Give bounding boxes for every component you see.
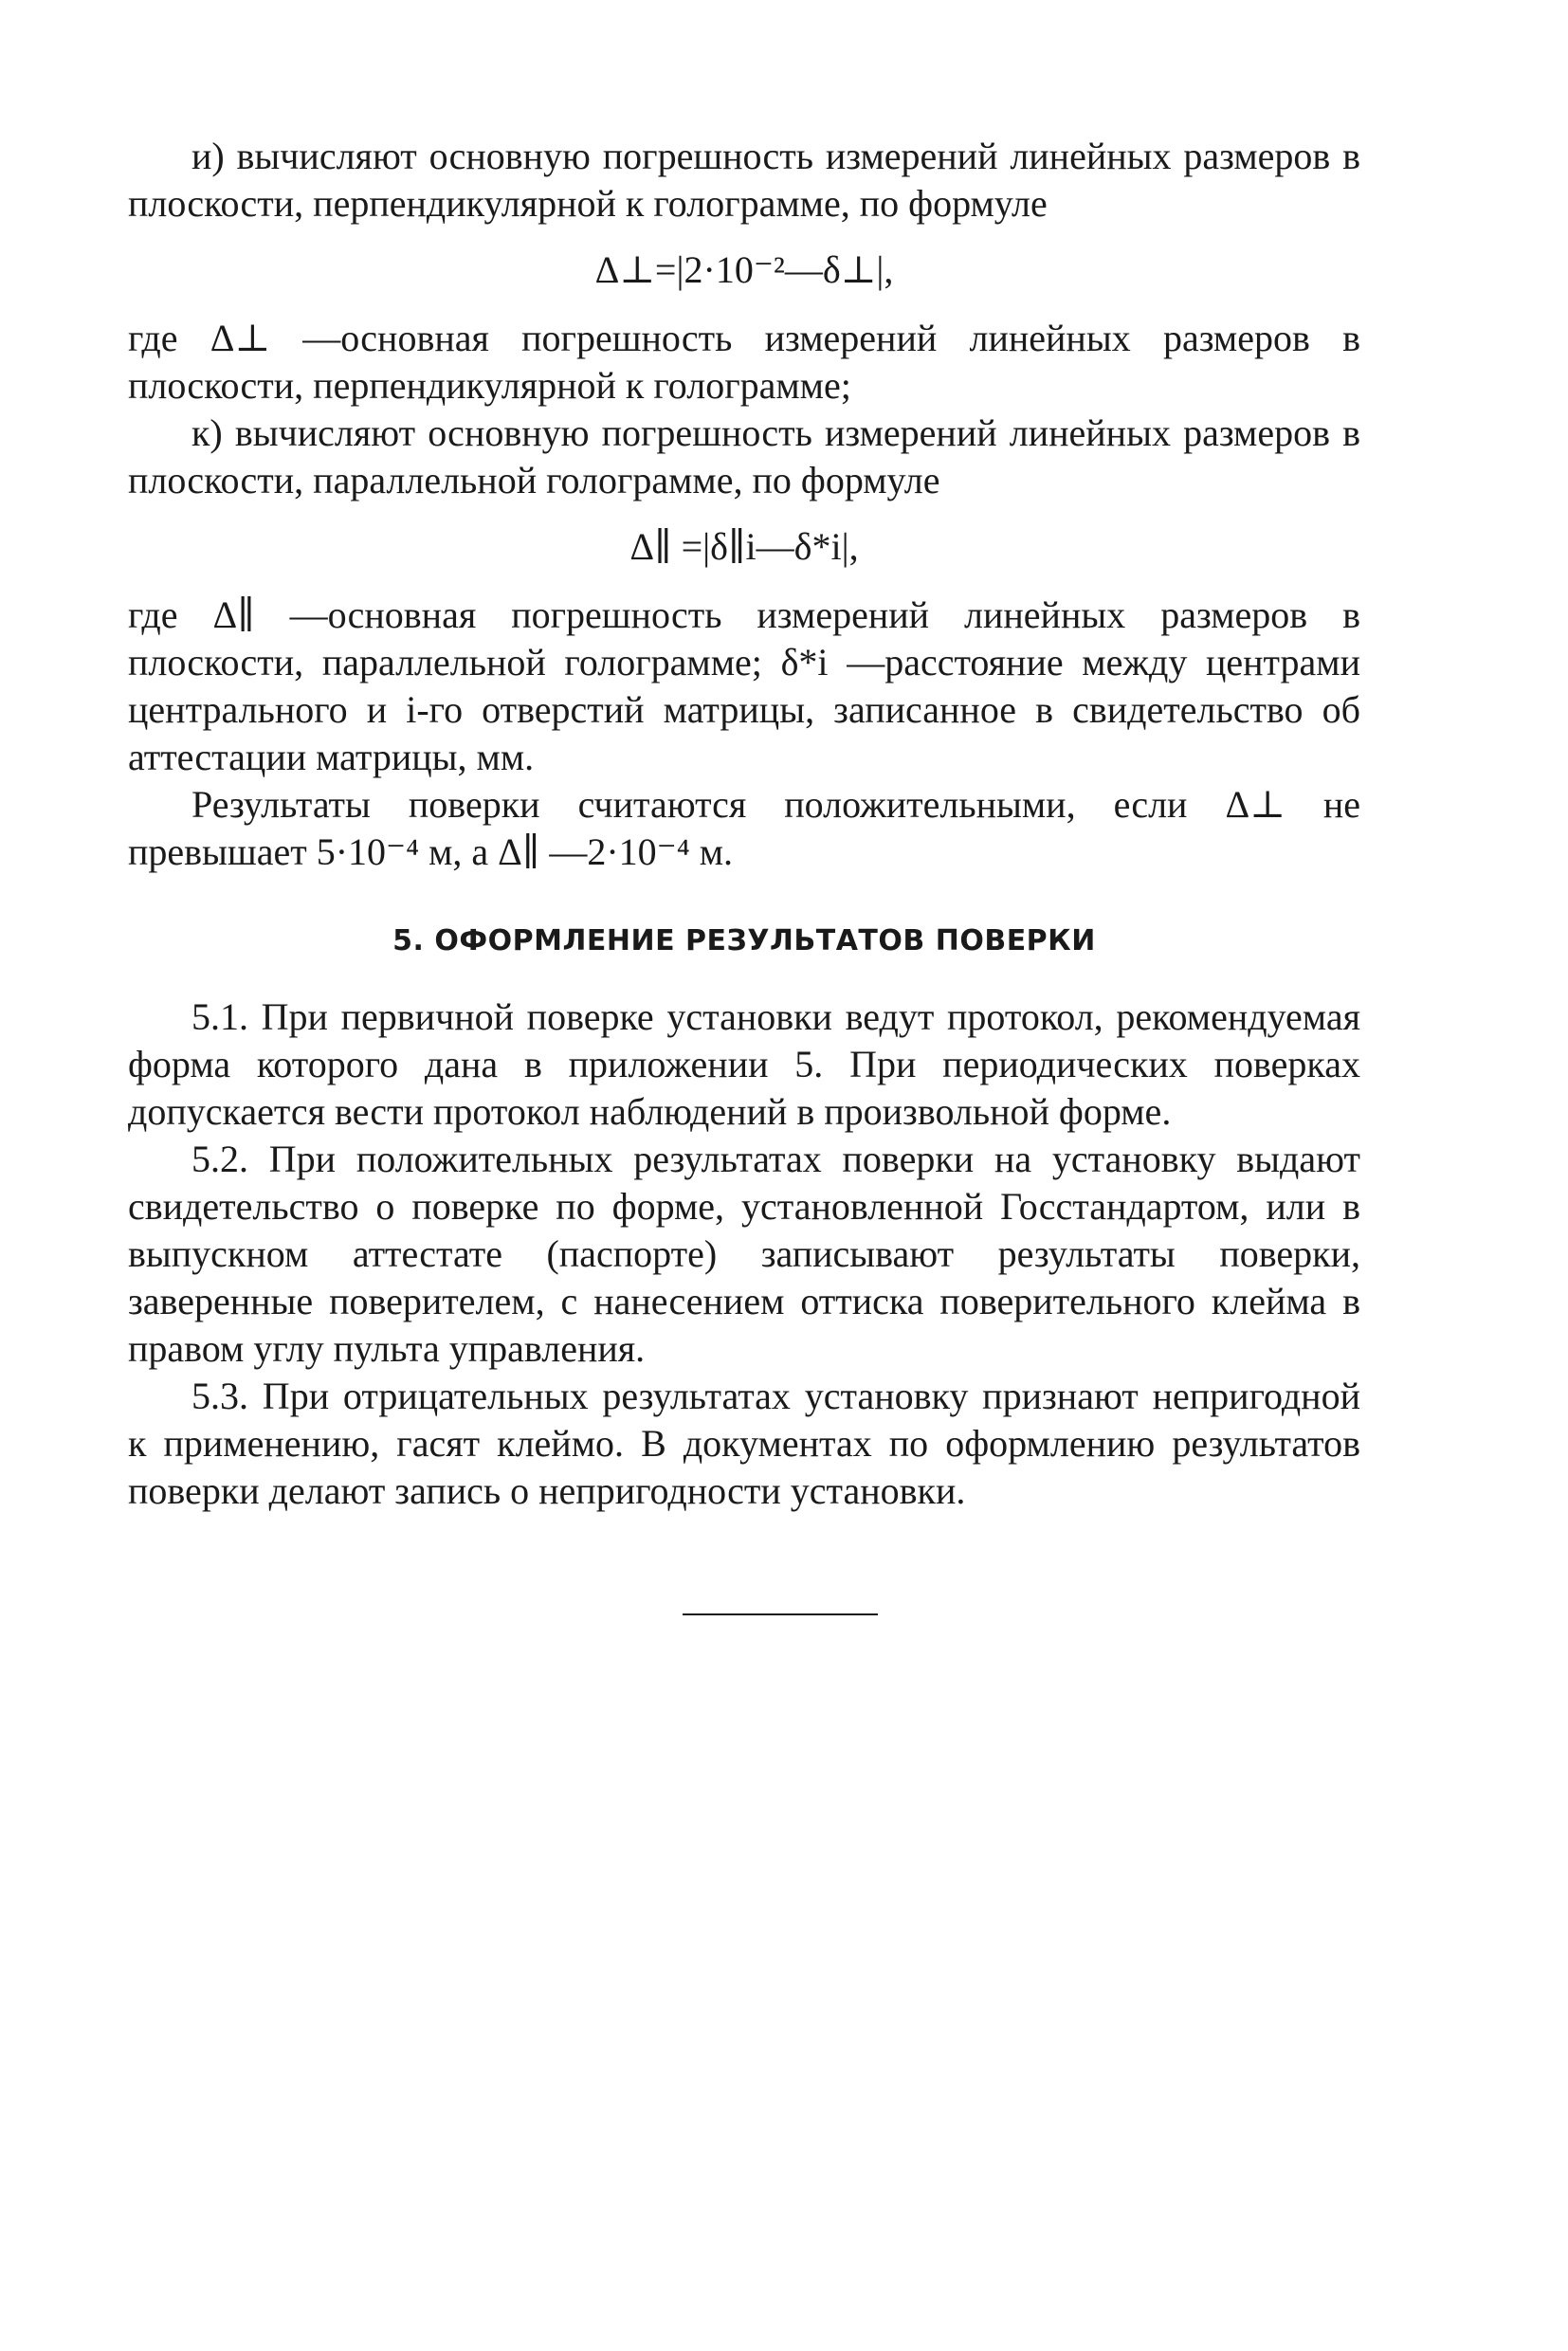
formula-perpendicular: Δ⊥=|2·10⁻²—δ⊥|, <box>594 248 894 291</box>
item-i-paragraph: и) вычисляют основную погрешность измерений линейных размеров в плоскости, перпендикулярной к голограмме, по формуле <box>128 135 1360 225</box>
section-heading: 5. ОФОРМЛЕНИЕ РЕЗУЛЬТАТОВ ПОВЕРКИ <box>392 924 1096 957</box>
item-k-paragraph: к) вычисляют основную погрешность измерений линейных размеров в плоскости, параллельной голограмме, по формуле <box>128 411 1360 501</box>
definition-parallel: где Δ∥ —основная погрешность измерений линейных размеров в плоскости, параллельной голограмме; δ*i —расстояние между центрами центрального и i-го отверстий матрицы, записанное в свидетельство об аттестации матрицы, мм. <box>128 593 1360 778</box>
clause-5-1: 5.1. При первичной поверке установки ведут протокол, рекомендуемая форма которого дана в приложении 5. При периодических поверках допускается вести протокол наблюдений в произвольной форме. <box>128 995 1360 1133</box>
definition-perpendicular: где Δ⊥ —основная погрешность измерений линейных размеров в плоскости, перпендикулярной к голограмме; <box>128 317 1360 407</box>
end-rule <box>683 1613 878 1615</box>
clause-5-2: 5.2. При положительных результатах поверки на установку выдают свидетельство о поверке по форме, установленной Госстандартом, или в выпускном аттестате (паспорте) записывают результаты поверки, заверенные поверителем, с нанесением оттиска поверительного клейма в правом углу пульта управления. <box>128 1138 1360 1370</box>
results-criteria: Результаты поверки считаются положительными, если Δ⊥ не превышает 5·10⁻⁴ м, а Δ∥ —2·10⁻⁴ м. <box>128 783 1360 873</box>
document-page <box>128 133 1360 1515</box>
formula-parallel: Δ∥ =|δ∥i—δ*i|, <box>629 525 859 568</box>
clause-5-3: 5.3. При отрицательных результатах установку признают непригодной к применению, гасят клеймо. В документах по оформлению результатов поверки делают запись о непригодности установки. <box>128 1375 1360 1512</box>
